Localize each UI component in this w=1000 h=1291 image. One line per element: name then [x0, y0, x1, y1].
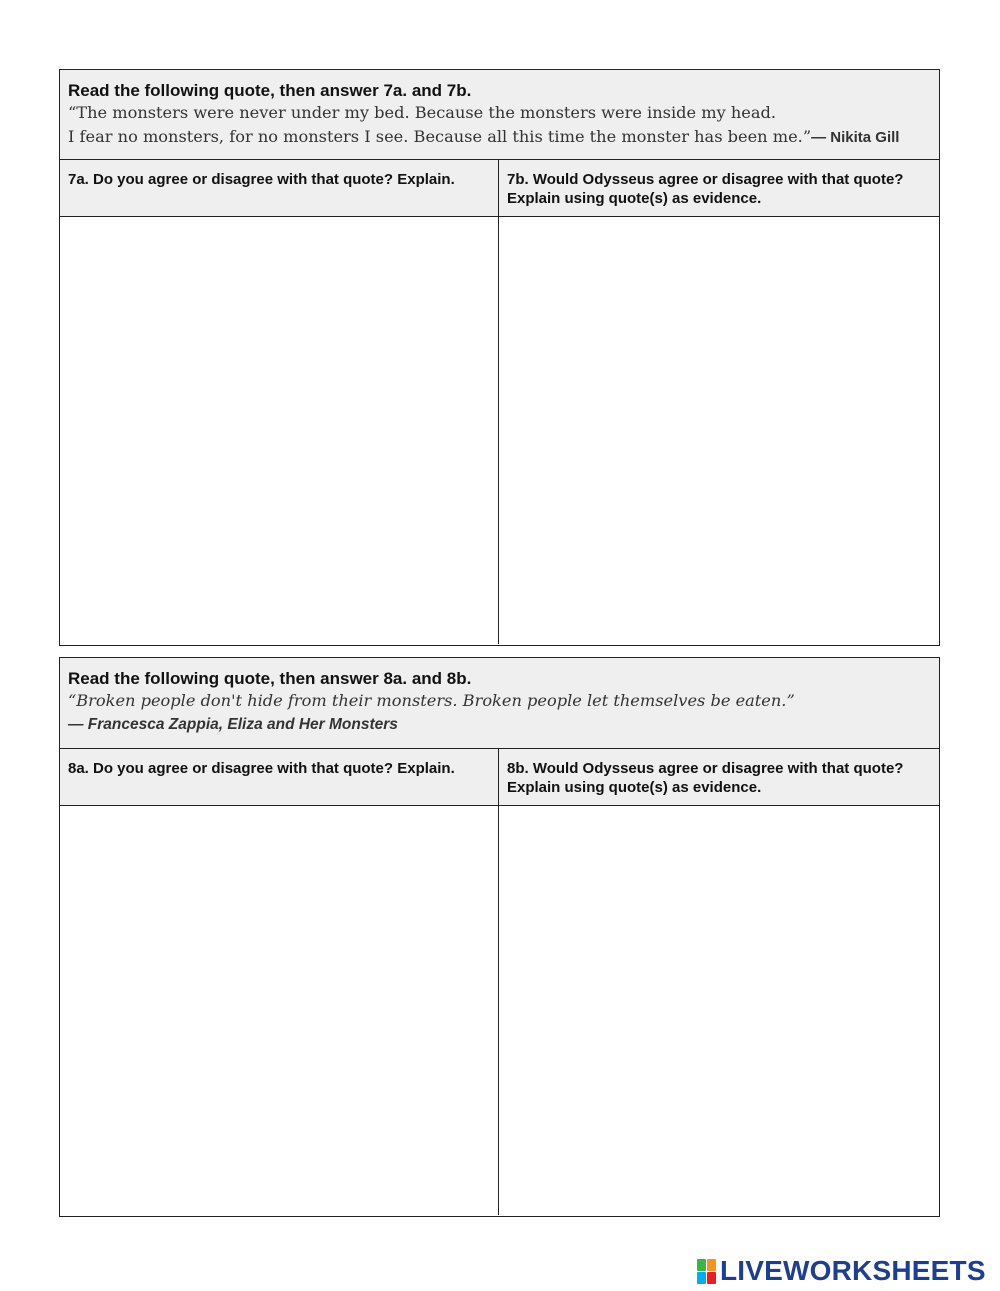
- quote-line-1: “The monsters were never under my bed. Because the monsters were inside my head.: [68, 103, 777, 122]
- intro-title: Read the following quote, then answer 7a. and 7b.: [68, 81, 472, 100]
- logo-square-green: [697, 1259, 706, 1271]
- question-7a: 7a. Do you agree or disagree with that quote? Explain.: [60, 160, 499, 216]
- liveworksheets-logo: [697, 1256, 986, 1286]
- answer-row: [60, 217, 939, 644]
- quote-author: — Nikita Gill: [811, 129, 900, 146]
- logo-text: LIVEWORKSHEETS: [720, 1255, 986, 1286]
- quote-line-2: I fear no monsters, for no monsters I see. Because all this time the monster has been me.”: [68, 127, 812, 146]
- intro-title: Read the following quote, then answer 8a. and 8b.: [68, 669, 472, 688]
- logo-square-red: [707, 1272, 716, 1284]
- question-8a: 8a. Do you agree or disagree with that quote? Explain.: [60, 749, 499, 805]
- logo-square-blue: [697, 1272, 706, 1284]
- quote-author: — Francesca Zappia, Eliza and Her Monsters: [68, 716, 398, 733]
- logo-square-orange: [707, 1259, 716, 1271]
- answer-row: [60, 806, 939, 1215]
- liveworksheets-logo-icon: [697, 1259, 716, 1284]
- answer-box-7b[interactable]: [499, 217, 939, 644]
- quote-intro: [60, 658, 939, 749]
- quote-intro: [60, 70, 939, 160]
- answer-box-7a[interactable]: [60, 217, 499, 644]
- question-header-row: [60, 160, 939, 217]
- question-7b: 7b. Would Odysseus agree or disagree with that quote? Explain using quote(s) as evidence.: [507, 171, 904, 207]
- question-block-7: [59, 69, 940, 646]
- quote-text: “Broken people don't hide from their monsters. Broken people let themselves be eaten.”: [68, 691, 795, 710]
- question-8b: 8b. Would Odysseus agree or disagree with that quote? Explain using quote(s) as evidence.: [507, 760, 904, 796]
- question-header-row: [60, 749, 939, 806]
- answer-box-8a[interactable]: [60, 806, 499, 1215]
- answer-box-8b[interactable]: [499, 806, 939, 1215]
- quote-text: [68, 101, 931, 150]
- question-block-8: [59, 657, 940, 1217]
